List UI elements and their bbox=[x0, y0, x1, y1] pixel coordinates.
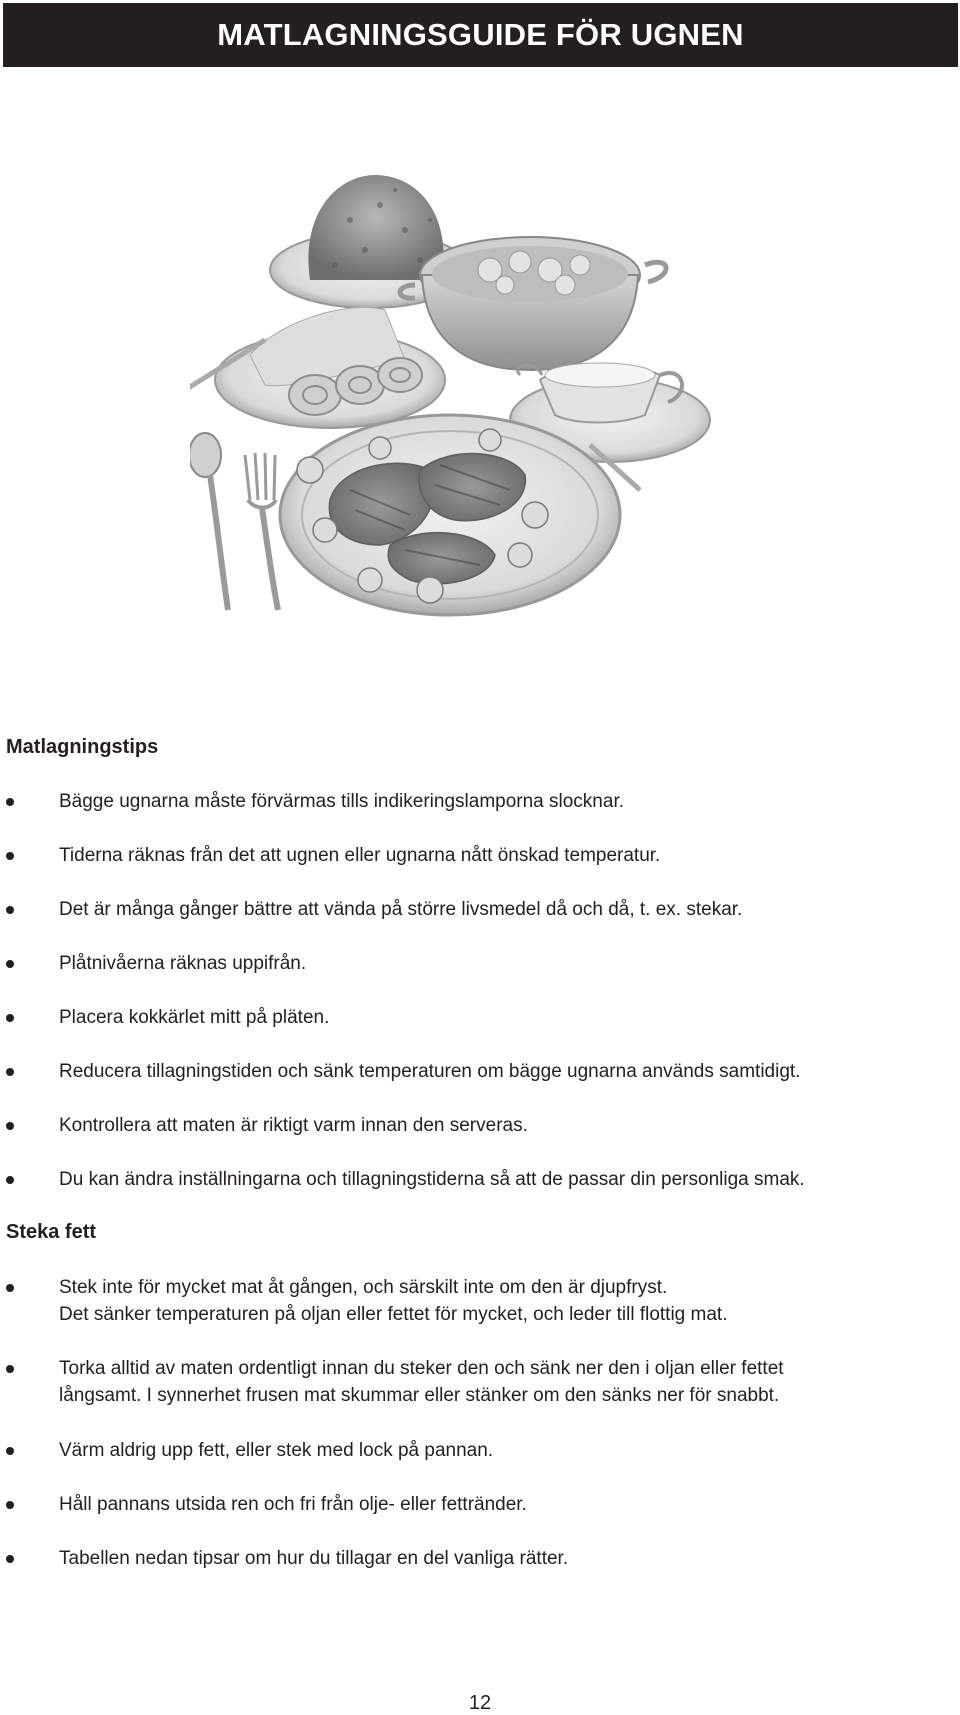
list-item: Stek inte för mycket mat åt gången, och särskilt inte om den är djupfryst. Det sänker temperaturen på oljan eller fettet för mycket, och leder till flottig mat. bbox=[0, 1274, 784, 1355]
bullet-icon bbox=[6, 1555, 14, 1563]
list-item: Reducera tillagningstiden och sänk temperaturen om bägge ugnarna används samtidigt. bbox=[0, 1058, 805, 1112]
page-title: MATLAGNINGSGUIDE FÖR UGNEN bbox=[217, 17, 744, 52]
bullet-icon bbox=[6, 1068, 14, 1076]
bullet-icon bbox=[6, 906, 14, 914]
tips-heading: Matlagningstips bbox=[6, 736, 159, 758]
page-number: 12 bbox=[468, 1692, 492, 1714]
list-item: Torka alltid av maten ordentligt innan du steker den och sänk ner den i oljan eller fettet långsamt. I synnerhet frusen mat skummar eller stänker om den sänks ner för snabbt. bbox=[0, 1355, 784, 1437]
bullet-icon bbox=[6, 1014, 14, 1022]
list-item: Bägge ugnarna måste förvärmas tills indikeringslamporna slocknar. bbox=[0, 788, 805, 842]
frying-heading: Steka fett bbox=[6, 1221, 97, 1243]
bullet-icon bbox=[6, 1447, 14, 1455]
tips-list bbox=[0, 788, 805, 1220]
list-item: Plåtnivåerna räknas uppifrån. bbox=[0, 950, 805, 1004]
bullet-icon bbox=[6, 852, 14, 860]
list-item: Tabellen nedan tipsar om hur du tillagar en del vanliga rätter. bbox=[0, 1545, 784, 1599]
list-item: Värm aldrig upp fett, eller stek med lock på pannan. bbox=[0, 1437, 784, 1491]
food-dishes-photo bbox=[190, 170, 770, 680]
bullet-icon bbox=[6, 1176, 14, 1184]
list-item: Du kan ändra inställningarna och tillagningstiderna så att de passar din personliga smak. bbox=[0, 1166, 805, 1220]
bullet-icon bbox=[6, 798, 14, 806]
list-item: Tiderna räknas från det att ugnen eller ugnarna nått önskad temperatur. bbox=[0, 842, 805, 896]
page-header bbox=[3, 3, 958, 67]
bullet-icon bbox=[6, 1365, 14, 1373]
bullet-icon bbox=[6, 1284, 14, 1292]
list-item: Kontrollera att maten är riktigt varm innan den serveras. bbox=[0, 1112, 805, 1166]
list-item: Placera kokkärlet mitt på pläten. bbox=[0, 1004, 805, 1058]
bullet-icon bbox=[6, 960, 14, 968]
list-item: Håll pannans utsida ren och fri från olje- eller fettränder. bbox=[0, 1491, 784, 1545]
frying-list bbox=[0, 1274, 784, 1599]
list-item: Det är många gånger bättre att vända på större livsmedel då och då, t. ex. stekar. bbox=[0, 896, 805, 950]
bullet-icon bbox=[6, 1122, 14, 1130]
bullet-icon bbox=[6, 1501, 14, 1509]
